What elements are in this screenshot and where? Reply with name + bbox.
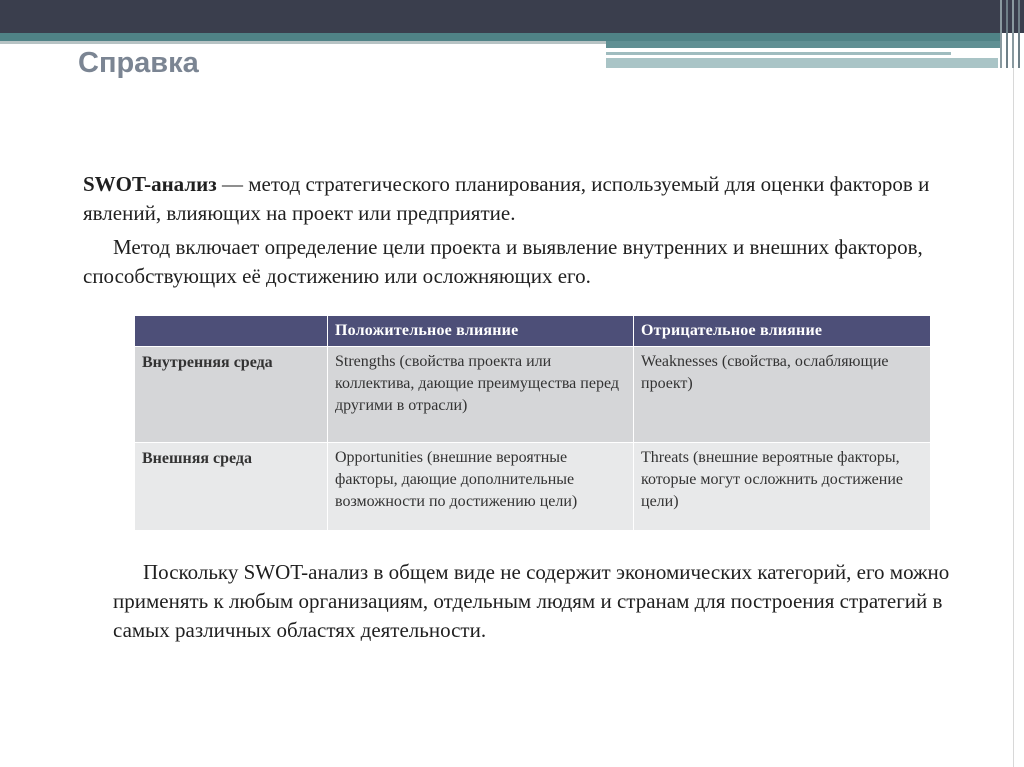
header-negative: Отрицательное влияние [634,316,931,347]
swot-table [134,315,931,531]
cell-weaknesses: Weaknesses (свойства, ослабляющие проект) [634,347,931,443]
corner-stripe-3 [1012,0,1014,68]
accent-bar-1 [606,41,1000,48]
table-header-row [135,316,931,347]
row-label-internal: Внутренняя среда [135,347,328,443]
row-label-external: Внешняя среда [135,443,328,531]
top-grey-line [0,41,606,44]
corner-stripe-1 [1000,0,1002,68]
top-dark-band [0,0,1024,33]
cell-strengths: Strengths (свойства проекта или коллектива, дающие преимущества перед другими в отрасли) [328,347,634,443]
header-positive: Положительное влияние [328,316,634,347]
swot-term: SWOT-анализ [83,172,217,196]
header-empty-cell [135,316,328,347]
cell-threats: Threats (внешние вероятные факторы, которые могут осложнить достижение цели) [634,443,931,531]
top-teal-band [0,33,1000,41]
corner-stripe-2 [1006,0,1008,68]
slide-title: Справка [78,47,199,79]
accent-bar-3 [606,58,998,68]
right-edge-line [1013,68,1014,767]
definition-text: — метод стратегического планирования, используемый для оценки факторов и явлений, влияющих на проект или предприятие. [83,172,930,225]
cell-opportunities: Opportunities (внешние вероятные факторы, дающие дополнительные возможности по достижению цели) [328,443,634,531]
accent-bar-2 [606,52,951,55]
table-row [135,443,931,531]
conclusion-paragraph: Поскольку SWOT-анализ в общем виде не содержит экономических категорий, его можно применять к любым организациям, отдельным людям и странам для построения стратегий в самых различных областях деятельности. [113,560,950,642]
method-paragraph: Метод включает определение цели проекта и выявление внутренних и внешних факторов, способствующих её достижению или осложняющих его. [83,235,923,288]
corner-stripe-4 [1018,0,1020,68]
definition-paragraph [83,170,963,228]
table-row [135,347,931,443]
